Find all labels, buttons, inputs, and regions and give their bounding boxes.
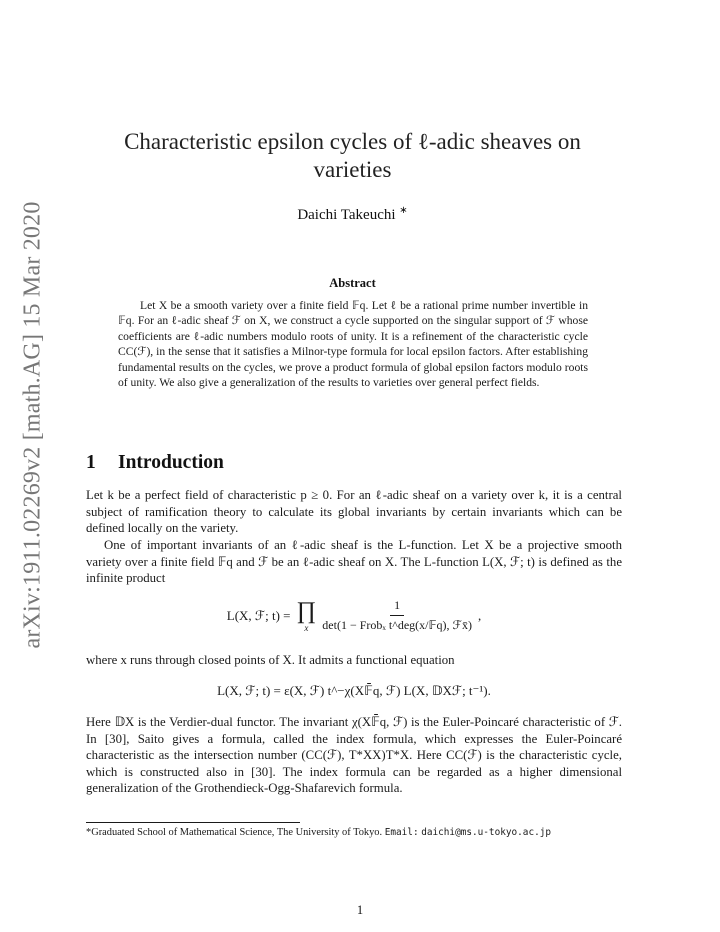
fraction xyxy=(322,598,472,633)
section-title: Introduction xyxy=(118,452,224,473)
author-footnote-mark: ∗ xyxy=(399,205,408,216)
footnote xyxy=(86,826,622,840)
paper-title: Characteristic epsilon cycles of ℓ-adic sheaves on varieties xyxy=(124,129,581,182)
intro-paragraph-2: One of important invariants of an ℓ-adic sheaf is the L-function. Let X be a projective smooth variety over a finite field 𝔽q and ℱ be an ℓ-adic sheaf on X. The L-function L(X, ℱ; t) is defined as the infinite product xyxy=(86,538,622,586)
equation-l-function xyxy=(86,598,622,642)
arxiv-identifier xyxy=(18,200,48,650)
fraction-denominator: det(1 − Frobₓ t^deg(x/𝔽q), ℱx̄) xyxy=(322,618,472,632)
footnote-affiliation: *Graduated School of Mathematical Science, The University of Tokyo. xyxy=(86,827,383,838)
equation-tail: , xyxy=(477,607,482,623)
author-line xyxy=(100,205,605,224)
intro-paragraph-3: where x runs through closed points of X. It admits a functional equation xyxy=(86,653,455,667)
equation-lhs: L(X, ℱ; t) = xyxy=(226,607,291,623)
fraction-numerator: 1 xyxy=(390,598,404,616)
page-number: 1 xyxy=(356,903,364,917)
footnote-email-label: Email: xyxy=(384,827,419,838)
arxiv-identifier-text: arXiv:1911.02269v2 [math.AG] 15 Mar 2020 xyxy=(19,201,46,649)
product-symbol xyxy=(297,599,317,633)
footnote-email[interactable]: daichi@ms.u-tokyo.ac.jp xyxy=(421,827,552,838)
abstract-text: Let X be a smooth variety over a finite field 𝔽q. Let ℓ be a rational prime number invertible in 𝔽q. For an ℓ-adic sheaf ℱ on X, we construct a cycle supported on the singular support of ℱ whose coefficients are ℓ-adic numbers modulo roots of unity. It is a refinement of the characteristic cycle CC(ℱ), in the sense that it satisfies a Milnor-type formula for local epsilon factors. After establishing fundamental results on the cycles, we prove a product formula of global epsilon factors modulo roots of unity. We also give a generalization of the results to varieties over general perfect fields. xyxy=(118,299,588,390)
section-heading xyxy=(86,452,224,474)
intro-paragraph-1: Let k be a perfect field of characteristic p ≥ 0. For an ℓ-adic sheaf on a variety over k, it is a central subject of ramification theory to calculate its global invariants by certain invariants which can be defined locally on the variety. xyxy=(86,488,622,536)
intro-paragraph-4: Here 𝔻X is the Verdier-dual functor. The invariant χ(X𝔽̄q, ℱ) is the Euler-Poincaré characteristic of ℱ. In [30], Saito gives a formula, called the index formula, which expresses the Euler-Poincaré characteristic as the intersection number (CC(ℱ), T*XX)T*X. Here CC(ℱ) is the characteristic cycle, which is constructed also in [30]. The index formula can be regarded as a higher dimensional generalization of the Grothendieck-Ogg-Shafarevich formula. xyxy=(86,715,622,796)
footnote-rule xyxy=(86,822,300,823)
abstract-heading: Abstract xyxy=(329,276,376,290)
author-name: Daichi Takeuchi xyxy=(297,207,396,223)
product-sign: ∏ xyxy=(296,597,317,624)
equation-functional: L(X, ℱ; t) = ε(X, ℱ) t^−χ(X𝔽̄q, ℱ) L(X, 𝔻Xℱ; t⁻¹). xyxy=(217,683,491,698)
product-index: x xyxy=(304,622,309,633)
section-number: 1 xyxy=(86,452,96,473)
